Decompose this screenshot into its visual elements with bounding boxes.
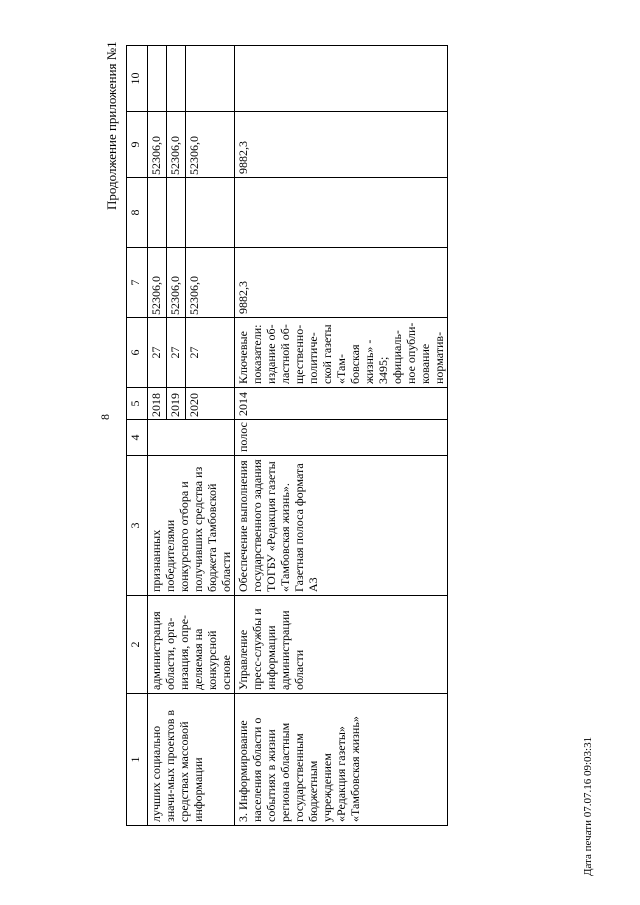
print-date: Дата печати 07.07.16 09:03:31 — [582, 736, 594, 876]
cell-executor: Управление пресс-службы и информации администрации области — [235, 596, 448, 694]
value: 52306,0 — [167, 248, 186, 317]
cell-years — [148, 388, 235, 420]
value: 27 — [167, 318, 186, 387]
col-header-3: 3 — [127, 456, 148, 596]
cell-value-8 — [148, 112, 235, 178]
value — [148, 46, 167, 111]
cell-indicators: Ключевые показатели: издание об-ластной об-щественно-политиче-ской газеты «Там-бовская жизнь» - 3495; официаль-ное опубли-кование норматив- — [235, 318, 448, 388]
col-header-7: 7 — [127, 248, 148, 318]
col-header-6: 6 — [127, 318, 148, 388]
value: 27 — [187, 346, 201, 359]
col-header-8: 8 — [127, 178, 148, 248]
header-row — [127, 46, 148, 826]
cell-value-7 — [148, 178, 235, 248]
page-number: 8 — [98, 414, 112, 420]
values-subtable — [148, 112, 204, 177]
values-subtable — [148, 248, 204, 317]
value: 52306,0 — [187, 136, 201, 175]
cell-value-9 — [235, 46, 448, 112]
values-subtable — [148, 46, 204, 111]
col-header-2: 2 — [127, 596, 148, 694]
years-subtable — [148, 388, 204, 419]
value — [148, 178, 167, 247]
table-row — [148, 46, 235, 826]
continuation-label: Продолжение приложения №1 — [104, 41, 119, 210]
value: 52306,0 — [148, 248, 167, 317]
annex-table-wrapper — [126, 46, 486, 826]
cell-unit: полос — [235, 420, 448, 456]
col-header-5: 5 — [127, 388, 148, 420]
year: 2020 — [187, 393, 201, 417]
cell-value-6 — [148, 248, 235, 318]
cell-year: 2014 — [235, 388, 448, 420]
annex-table — [126, 45, 448, 826]
col-header-4: 4 — [127, 420, 148, 456]
col-header-9: 9 — [127, 112, 148, 178]
value — [167, 178, 186, 247]
year: 2019 — [167, 388, 186, 419]
cell-unit — [148, 420, 235, 456]
cell-value-5 — [148, 318, 235, 388]
value: 52306,0 — [148, 112, 167, 177]
value: 27 — [148, 318, 167, 387]
col-header-1: 1 — [127, 694, 148, 826]
cell-value-6: 9882,3 — [235, 248, 448, 318]
values-subtable — [148, 318, 204, 387]
value: 52306,0 — [187, 276, 201, 315]
year: 2018 — [148, 388, 167, 419]
table-row — [235, 46, 448, 826]
cell-value-9 — [148, 46, 235, 112]
value — [186, 178, 205, 247]
cell-value-7 — [235, 178, 448, 248]
cell-executor: администрация области, орга-низация, опре-деляемая на конкурсной основе — [148, 596, 235, 694]
cell-value-8: 9882,3 — [235, 112, 448, 178]
value — [186, 46, 205, 111]
value: 52306,0 — [167, 112, 186, 177]
value — [167, 46, 186, 111]
cell-result: Обеспечение выполнения государственного задания ТОГБУ «Редакция газеты «Тамбовская жизнь». Газетная полоса формата А3 — [235, 456, 448, 596]
col-header-10: 10 — [127, 46, 148, 112]
values-subtable — [148, 178, 204, 247]
cell-result: признанных победителями конкурсного отбора и получивших средства из бюджета Тамбовской области — [148, 456, 235, 596]
cell-event: 3. Информирование населения области о событиях в жизни региона областным государственным бюджетным учреждением «Редакция газеты» «Тамбовская жизнь» — [235, 694, 448, 826]
cell-event: лучших социально значи-мых проектов в средствах массовой информации — [148, 694, 235, 826]
